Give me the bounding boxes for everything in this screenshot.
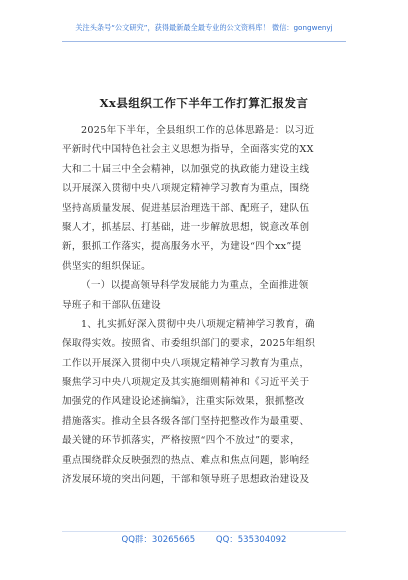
document-title: Xx县组织工作下半年工作打算汇报发言 [99, 96, 309, 110]
paragraph-line: 加强党的作风建设论述摘编》，注重实际效果，狠抓整改 [62, 396, 305, 408]
header-banner: 关注头条号“公文研究”，获得最新最全最专业的公文资料库！ 微信：gongwenyj [75, 23, 333, 32]
paragraph-line: 供坚实的组织保证。 [62, 260, 152, 272]
paragraph-line: 1、扎实抓好深入贯彻中央八项规定精神学习教育，确 [81, 318, 315, 330]
section-heading-line: 导班子和干部队伍建设 [62, 299, 161, 311]
paragraph-line: 重点围绕群众反映强烈的热点、难点和焦点问题，影响经 [62, 454, 310, 466]
paragraph-line: 措施落实。推动全县各级各部门坚持把整改作为最重要、 [62, 415, 310, 427]
section-heading-line: （一）以提高领导科学发展能力为重点，全面推进领 [81, 280, 309, 292]
paragraph-line: 聚人才，抓基层、打基础，进一步解放思想，锐意改革创 [62, 221, 310, 233]
qq-group-number: QQ群：30265665 [121, 535, 196, 545]
paragraph-line: 大和二十届三中全会精神，以加强党的执政能力建设主线 [62, 163, 310, 175]
paragraph-line: 济发展环境的突出问题，干部和领导班子思想政治建设及 [62, 474, 310, 486]
paragraph-line: 新，狠抓工作落实，提高服务水平，为建设“四个xx”提 [62, 241, 302, 253]
paragraph-line: 坚持高质量发展、促进基层治理选干部、配班子，建队伍 [62, 202, 310, 214]
paragraph-line: 以开展深入贯彻中央八项规定精神学习教育为重点，围绕 [62, 183, 310, 195]
footer-contact [0, 533, 408, 545]
paragraph-line: 保取得实效。按照省、市委组织部门的要求，2025年组织 [62, 338, 316, 350]
paragraph-line: 平新时代中国特色社会主义思想为指导，全面落实党的XX [62, 144, 314, 156]
paragraph-line: 2025年下半年，全县组织工作的总体思路是：以习近 [81, 125, 315, 136]
paragraph-line: 工作以开展深入贯彻中央八项规定精神学习教育为重点， [62, 357, 310, 369]
header-divider [62, 41, 346, 42]
qq-number: QQ：535304092 [215, 535, 287, 545]
footer-divider [62, 531, 346, 532]
paragraph-line: 聚焦学习中央八项规定及其实施细则精神和《习近平关于 [62, 377, 310, 389]
paragraph-line: 最关键的环节抓落实，严格按照“四个不放过”的要求， [62, 435, 300, 447]
document-body [62, 121, 346, 489]
